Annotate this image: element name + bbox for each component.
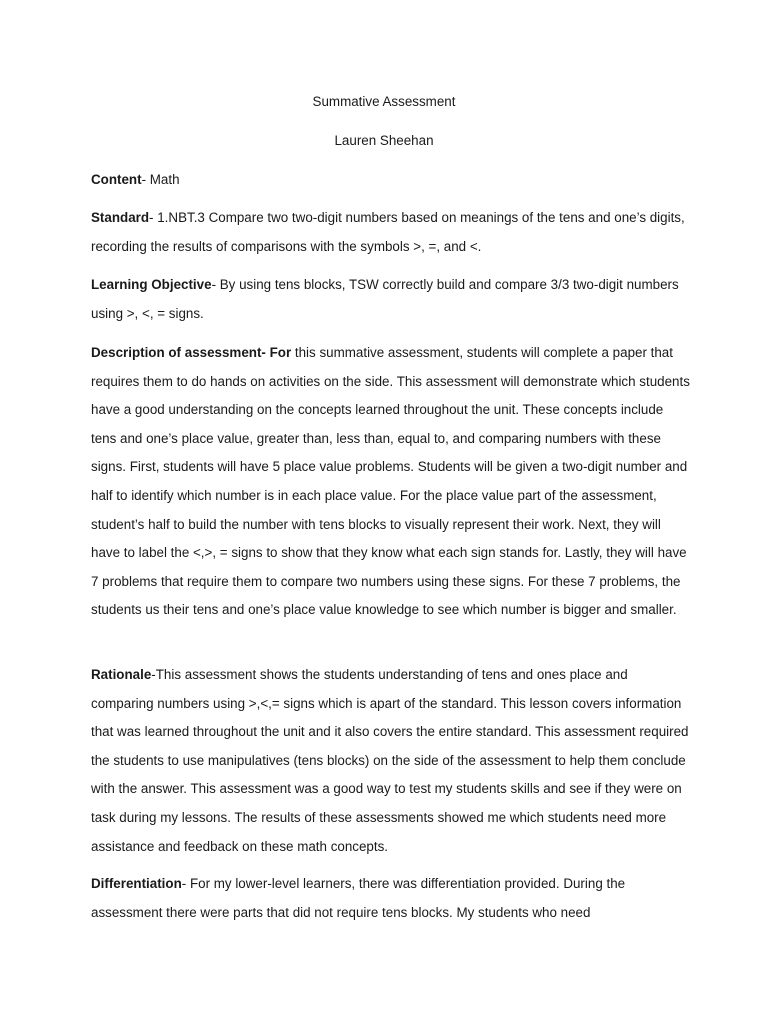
- document-author: Lauren Sheehan: [334, 133, 434, 148]
- section-differentiation: [91, 870, 691, 927]
- document-title: Summative Assessment: [312, 94, 456, 109]
- section-learning-objective: [91, 271, 691, 328]
- section-rationale-text: -This assessment shows the students understanding of tens and ones place and comparing numbers using >,<,= signs which is apart of the standard. This lesson covers information that was learned throughout the unit and it also covers the entire standard. This assessment required the students to use manipulatives (tens blocks) on the side of the assessment to help them conclude with the answer. This assessment was a good way to test my students skills and see if they were on task during my lessons. The results of these assessments showed me which students need more assistance and feedback on these math concepts.: [91, 667, 689, 854]
- section-description: [91, 339, 691, 625]
- section-content-text: - Math: [141, 172, 180, 187]
- section-rationale-label: Rationale: [91, 667, 152, 682]
- section-content-label: Content: [91, 172, 142, 187]
- section-description-label: Description of assessment- For: [91, 345, 292, 360]
- section-learning-objective-text: - By using tens blocks, TSW correctly build and compare 3/3 two-digit numbers using >, <, = signs.: [91, 277, 679, 321]
- section-standard-text: - 1.NBT.3 Compare two two-digit numbers based on meanings of the tens and one’s digits, recording the results of comparisons with the symbols >, =, and <.: [91, 210, 685, 254]
- section-rationale: [91, 661, 691, 861]
- section-description-text: this summative assessment, students will complete a paper that requires them to do hands on activities on the side. This assessment will demonstrate which students have a good understanding on the concepts learned throughout the unit. These concepts include tens and one’s place value, greater than, less than, equal to, and comparing numbers with these signs. First, students will have 5 place value problems. Students will be given a two-digit number and half to identify which number is in each place value. For the place value part of the assessment, student’s half to build the number with tens blocks to visually represent their work. Next, they will have to label the <,>, = signs to show that they know what each sign stands for. Lastly, they will have 7 problems that require them to compare two numbers using these signs. For these 7 problems, the students us their tens and one’s place value knowledge to see which number is bigger and smaller.: [91, 345, 690, 618]
- section-differentiation-label: Differentiation: [91, 876, 182, 891]
- section-differentiation-text: - For my lower-level learners, there was differentiation provided. During the assessment there were parts that did not require tens blocks. My students who need: [91, 876, 626, 920]
- section-standard-label: Standard: [91, 210, 150, 225]
- section-standard: [91, 204, 691, 261]
- section-learning-objective-label: Learning Objective: [91, 277, 212, 292]
- section-content: [91, 166, 691, 195]
